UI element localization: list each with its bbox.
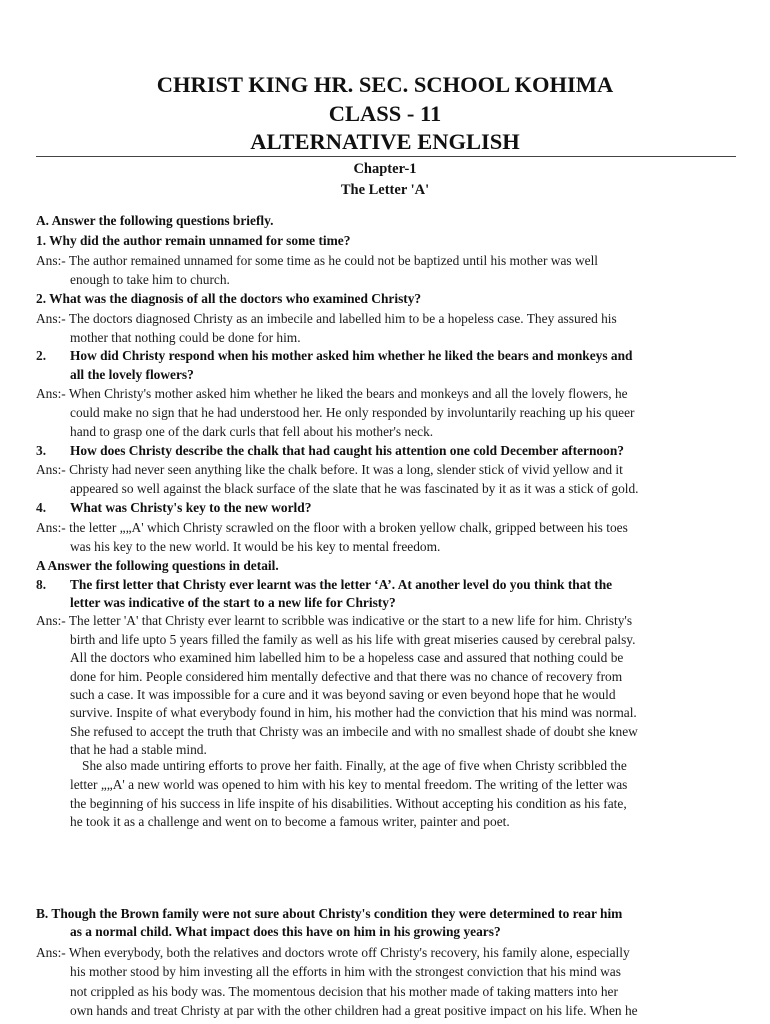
question: all the lovely flowers? [70,367,194,382]
answer-line: survive. Inspite of what everybody found in him, his mother had the conviction that his mind was normal. [70,705,637,720]
answer-line: Ans:- the letter „„A' which Christy scrawled on the floor with a broken yellow chalk, gripped between his toes [36,520,628,535]
question: What was Christy's key to the new world? [70,500,312,515]
answer-line: appeared so well against the black surface of the slate that he was fascinated by it as it was a stick of gold. [70,481,639,496]
answer-line: such a case. It was impossible for a cure and it was beyond saving or even beyond hope that he would [70,687,616,702]
question: How does Christy describe the chalk that had caught his attention one cold December afternoon? [70,443,624,458]
answer-line: not crippled as his body was. The momentous decision that his mother made of taking matters into her [70,984,618,999]
answer-line: Ans:- The letter 'A' that Christy ever learnt to scribble was indicative or the start to a new life for him. Christy's [36,613,633,628]
question-number: 2. [36,348,47,363]
answer-line: own hands and treat Christy at par with the other children had a great positive impact on his life. When he [70,1003,638,1018]
question-number: 3. [36,443,47,458]
answer-line: he took it as a challenge and went on to become a famous writer, painter and poet. [70,814,510,829]
answer-line: enough to take him to church. [70,272,230,287]
chapter-number: Chapter-1 [353,161,417,177]
subject-title: ALTERNATIVE ENGLISH [250,129,520,154]
school-name: CHRIST KING HR. SEC. SCHOOL KOHIMA [156,72,614,97]
answer-line: She refused to accept the truth that Christy was an imbecile and with no smallest shade of doubt she knew [70,724,638,739]
answer-line: the beginning of his success in life inspite of his disabilities. Without accepting his condition as his fate, [70,796,627,811]
answer-line: birth and life upto 5 years filled the family as well as his life with great miseries caused by cerebral palsy. [70,632,636,647]
question-number: 8. [36,577,47,592]
answer-line: done for him. People considered him mentally defective and that there was no chance of recovery from [70,669,623,684]
section-heading: A Answer the following questions in detail. [36,558,279,573]
question: B. Though the Brown family were not sure about Christy's condition they were determined to rear him [36,906,623,921]
chapter-title: The Letter 'A' [340,182,430,198]
answer-line: his mother stood by him investing all the efforts in him with the strongest conviction that his mind was [70,964,621,979]
question: as a normal child. What impact does this have on him in his growing years? [70,924,501,939]
answer-line: Ans:- The doctors diagnosed Christy as an imbecile and labelled him to be a hopeless case. They assured his [36,311,617,326]
question: letter was indicative of the start to a new life for Christy? [70,595,396,610]
answer-line: She also made untiring efforts to prove her faith. Finally, at the age of five when Christy scribbled the [82,758,627,773]
answer-line: was his key to the new world. It would be his key to mental freedom. [70,539,441,554]
answer-line: that he had a stable mind. [70,742,207,757]
question-number: 4. [36,500,47,515]
question: 1. Why did the author remain unnamed for some time? [36,233,351,248]
section-heading: A. Answer the following questions briefly. [36,213,274,228]
question: 2. What was the diagnosis of all the doctors who examined Christy? [36,291,422,306]
answer-line: All the doctors who examined him labelled him to be a hopeless case and assured that nothing could be [70,650,624,665]
answer-line: mother that nothing could be done for him. [70,330,301,345]
answer-line: letter „„A' a new world was opened to him with his key to mental freedom. The writing of the letter was [70,777,628,792]
question: How did Christy respond when his mother asked him whether he liked the bears and monkeys and [70,348,633,363]
class-title: CLASS - 11 [328,101,442,126]
answer-line: hand to grasp one of the dark curls that fell about his mother's neck. [70,424,434,439]
answer-line: Ans:- The author remained unnamed for some time as he could not be baptized until his mother was well [36,253,599,268]
question: The first letter that Christy ever learnt was the letter ‘A’. At another level do you think that the [70,577,613,592]
header-divider [36,156,736,157]
answer-line: Ans:- Christy had never seen anything like the chalk before. It was a long, slender stick of vivid yellow and it [36,462,623,477]
answer-line: Ans:- When everybody, both the relatives and doctors wrote off Christy's recovery, his family alone, especially [36,945,630,960]
answer-line: could make no sign that he had understood her. He only responded by involuntarily reaching up his queer [70,405,635,420]
answer-line: Ans:- When Christy's mother asked him whether he liked the bears and monkeys and all the lovely flowers, he [36,386,628,401]
